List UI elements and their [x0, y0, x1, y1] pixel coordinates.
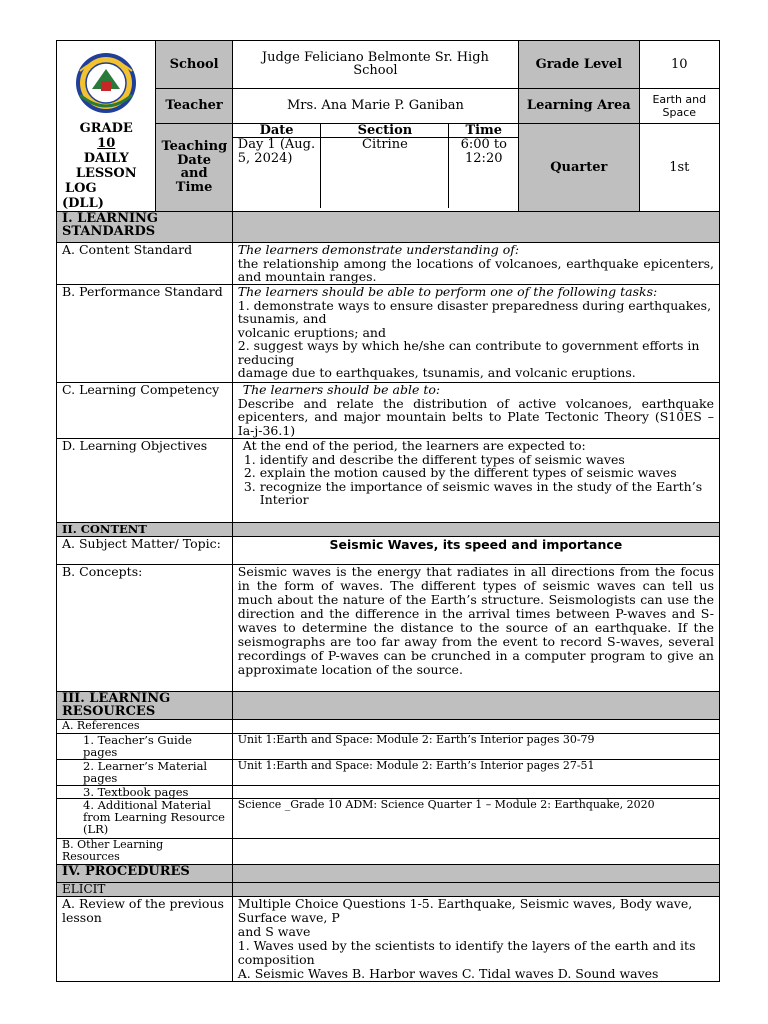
learning-objectives-cell	[232, 439, 719, 523]
elicit-label: ELICIT	[57, 883, 233, 897]
performance-line-2: volcanic eruptions; and	[237, 324, 386, 340]
content-standard-text: the relationship among the locations of volcanoes, earthquake epicenters, and mountain ranges.	[237, 255, 714, 284]
dll-line-4: (DLL)	[62, 196, 104, 211]
teachers-guide-label: 1. Teacher’s Guide pages	[57, 734, 233, 760]
dll-line-3: LOG	[65, 181, 97, 196]
concepts-label: B. Concepts:	[57, 565, 233, 692]
procedures-heading: IV. PROCEDURES	[57, 865, 233, 883]
grade-number: 10	[97, 136, 116, 151]
teaching-date-label: Teaching Date and Time	[156, 123, 232, 211]
learners-material-label: 2. Learner’s Material pages	[57, 760, 233, 786]
grade-level-label: Grade Level	[519, 41, 640, 89]
learning-objectives-label: D. Learning Objectives	[57, 439, 233, 523]
heading-fill	[232, 865, 719, 883]
content-standard-label: A. Content Standard	[57, 243, 233, 285]
grade-title: GRADE	[79, 121, 133, 136]
dll-line-2: LESSON	[75, 166, 137, 181]
date-label: Date	[233, 124, 321, 138]
content-standard-cell	[232, 243, 719, 285]
review-cell	[232, 897, 719, 982]
objectives-intro: At the end of the period, the learners are expected to:	[242, 438, 586, 453]
review-line-3: 1. Waves used by the scientists to identify the layers of the earth and its composition	[237, 938, 696, 967]
school-seal-icon	[72, 51, 140, 115]
time-label: Time	[449, 124, 518, 138]
heading-fill	[232, 212, 719, 243]
review-line-2: and S wave	[237, 924, 311, 939]
dll-table	[56, 40, 720, 982]
concepts-text: Seismic waves is the energy that radiates in all directions from the focus in the form of waves. The different types of seismic waves can tell us much about the nature of the Earth’s structure. Seismologists can use the direction and the difference in the arrival times between P-waves and S-waves to determine the distance to the source of an earthquake. If the seismographs are too far away from the event to record S-waves, several recordings of P-waves can be crunched in a computer program to give an approximate location of the source.	[232, 565, 719, 692]
heading-fill	[232, 523, 719, 537]
competency-text: Describe and relate the distribution of active volcanoes, earthquake epicenters, and major mountain belts to Plate Tectonic Theory (S10ES – Ia-j-36.1)	[237, 395, 714, 438]
empty-cell	[232, 720, 719, 734]
learning-standards-heading: I. LEARNING STANDARDS	[57, 212, 233, 243]
section-label: Section	[321, 124, 449, 138]
grade-level-value: 10	[639, 41, 719, 89]
logo-grade-cell	[57, 41, 156, 212]
references-label: A. References	[57, 720, 233, 734]
review-label: A. Review of the previous lesson	[57, 897, 233, 982]
textbook-pages-label: 3. Textbook pages	[57, 786, 233, 799]
content-heading: II. CONTENT	[57, 523, 233, 537]
performance-standard-intro: The learners should be able to perform one of the following tasks:	[237, 284, 658, 299]
performance-line-4: damage due to earthquakes, tsunamis, and volcanic eruptions.	[237, 365, 636, 380]
empty-cell	[232, 839, 719, 865]
performance-standard-label: B. Performance Standard	[57, 285, 233, 383]
objectives-list	[238, 453, 714, 507]
objective-item: 2. explain the motion caused by the different types of seismic waves	[260, 466, 714, 480]
section-value: Citrine	[321, 138, 449, 208]
review-line-1: Multiple Choice Questions 1-5. Earthquake, Seismic waves, Body wave, Surface wave, P	[237, 896, 693, 925]
quarter-label: Quarter	[519, 123, 640, 211]
empty-cell	[232, 786, 719, 799]
heading-fill	[232, 883, 719, 897]
objective-item: 1. identify and describe the different types of seismic waves	[260, 453, 714, 467]
teacher-label: Teacher	[156, 88, 232, 123]
teachers-guide-value: Unit 1:Earth and Space: Module 2: Earth’s Interior pages 30-79	[232, 734, 719, 760]
school-label: School	[156, 41, 232, 89]
learning-resources-heading: III. LEARNING RESOURCES	[57, 692, 233, 720]
school-value: Judge Feliciano Belmonte Sr. High School	[232, 41, 518, 89]
date-value: Day 1 (Aug. 5, 2024)	[233, 138, 321, 208]
other-resources-label: B. Other Learning Resources	[57, 839, 233, 865]
additional-material-label: 4. Additional Material from Learning Resource (LR)	[57, 799, 233, 839]
objective-item: 3. recognize the importance of seismic waves in the study of the Earth’s Interior	[260, 480, 714, 507]
time-value: 6:00 to 12:20	[449, 138, 518, 208]
content-standard-intro: The learners demonstrate understanding of:	[237, 242, 520, 257]
learning-competency-cell	[232, 383, 719, 439]
competency-intro: The learners should be able to:	[242, 382, 441, 397]
learners-material-value: Unit 1:Earth and Space: Module 2: Earth’s Interior pages 27-51	[232, 760, 719, 786]
date-section-time	[232, 123, 518, 211]
learning-area-label: Learning Area	[519, 88, 640, 123]
additional-material-value: Science _Grade 10 ADM: Science Quarter 1 – Module 2: Earthquake, 2020	[232, 799, 719, 839]
dll-line-1: DAILY	[83, 151, 129, 166]
subject-matter-value: Seismic Waves, its speed and importance	[232, 537, 719, 565]
learning-competency-label: C. Learning Competency	[57, 383, 233, 439]
teacher-value: Mrs. Ana Marie P. Ganiban	[232, 88, 518, 123]
performance-standard-cell	[232, 285, 719, 383]
performance-line-3: 2. suggest ways by which he/she can contribute to government efforts in reducing	[237, 338, 700, 367]
learning-area-value: Earth and Space	[639, 88, 719, 123]
subject-matter-label: A. Subject Matter/ Topic:	[57, 537, 233, 565]
dll-document	[56, 40, 720, 982]
heading-fill	[232, 692, 719, 720]
performance-line-1: 1. demonstrate ways to ensure disaster preparedness during earthquakes, tsunamis, and	[237, 297, 712, 326]
quarter-value: 1st	[639, 123, 719, 211]
review-line-4: A. Seismic Waves B. Harbor waves C. Tidal waves D. Sound waves	[237, 966, 659, 981]
